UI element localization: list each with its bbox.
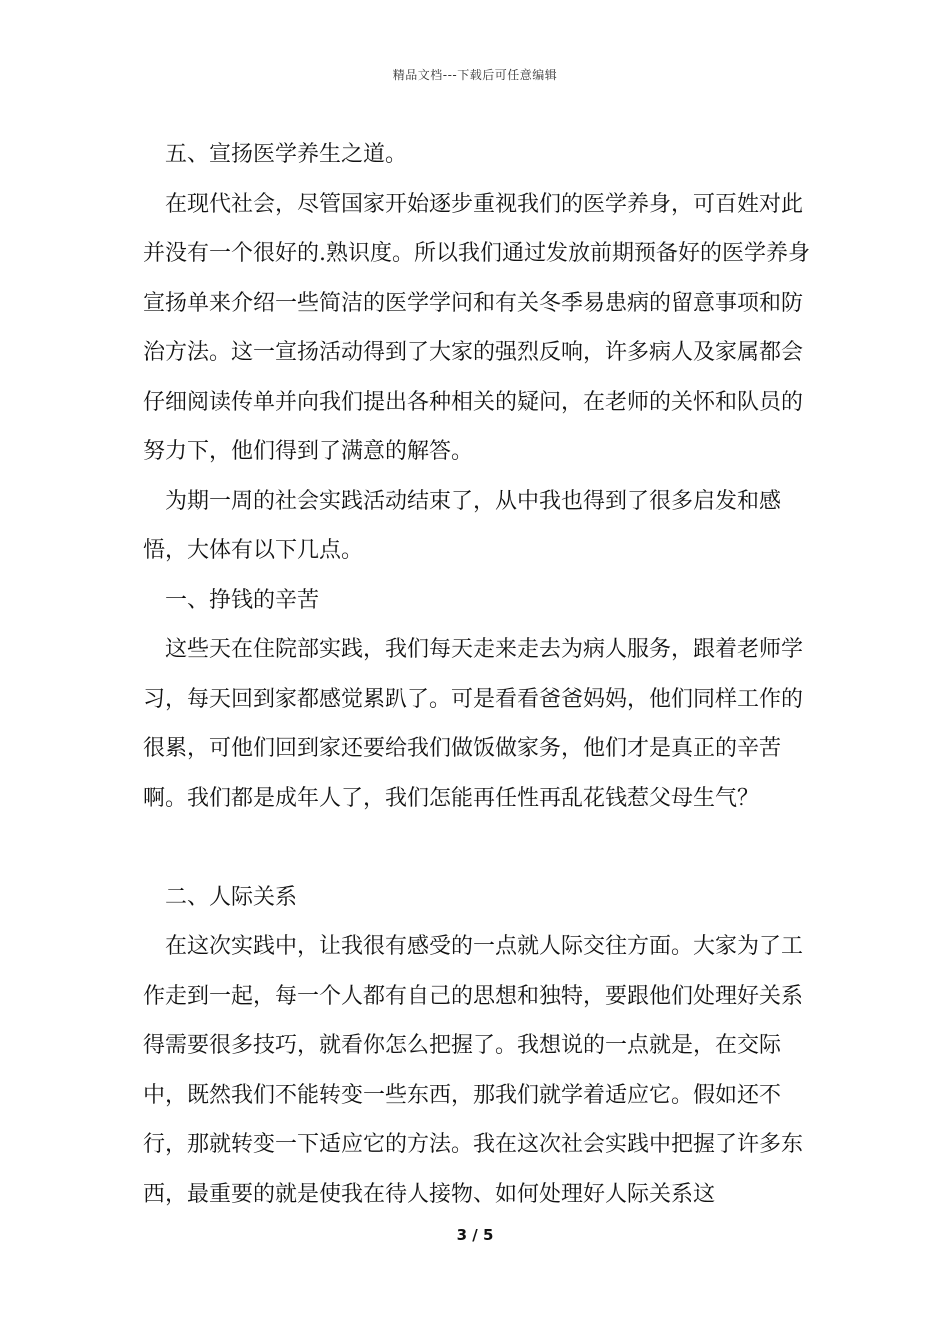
page-number: 3 / 5	[456, 1226, 494, 1244]
paragraph-point-1: 这些天在住院部实践，我们每天走来走去为病人服务，跟着老师学习，每天回到家都感觉累趴了。可是看看爸爸妈妈，他们同样工作的很累，可他们回到家还要给我们做饭做家务，他们才是真正的辛苦啊。我们都是成年人了，我们怎能再任性再乱花钱惹父母生气？	[143, 637, 804, 811]
page-header: 精品文档---下载后可任意编辑	[392, 68, 558, 82]
document-body	[143, 130, 823, 1219]
point-heading-2: 二、人际关系	[165, 884, 298, 910]
paragraph-point-2: 在这次实践中，让我很有感受的一点就人际交往方面。大家为了工作走到一起，每一个人都有自己的思想和独特，要跟他们处理好关系得需要很多技巧，就看你怎么把握了。我想说的一点就是，在交际中，既然我们不能转变一些东西，那我们就学着适应它。假如还不行，那就转变一下适应它的方法。我在这次社会实践中把握了许多东西，最重要的就是使我在待人接物、如何处理好人际关系这	[143, 934, 804, 1207]
paragraph-spacer	[143, 823, 823, 873]
section-heading-5: 五、宣扬医学养生之道。	[165, 142, 408, 167]
paragraph-summary: 为期一周的社会实践活动结束了，从中我也得到了很多启发和感悟，大体有以下几点。	[143, 488, 782, 563]
paragraph-section-5: 在现代社会，尽管国家开始逐步重视我们的医学养身，可百姓对此并没有一个很好的.熟识度。所以我们通过发放前期预备好的医学养身宣扬单来介绍一些简洁的医学学问和有关冬季易患病的留意事项和防治方法。这一宣扬活动得到了大家的强烈反响，许多病人及家属都会仔细阅读传单并向我们提出各种相关的疑问，在老师的关怀和队员的努力下，他们得到了满意的解答。	[143, 191, 810, 464]
point-heading-1: 一、挣钱的辛苦	[165, 587, 320, 613]
